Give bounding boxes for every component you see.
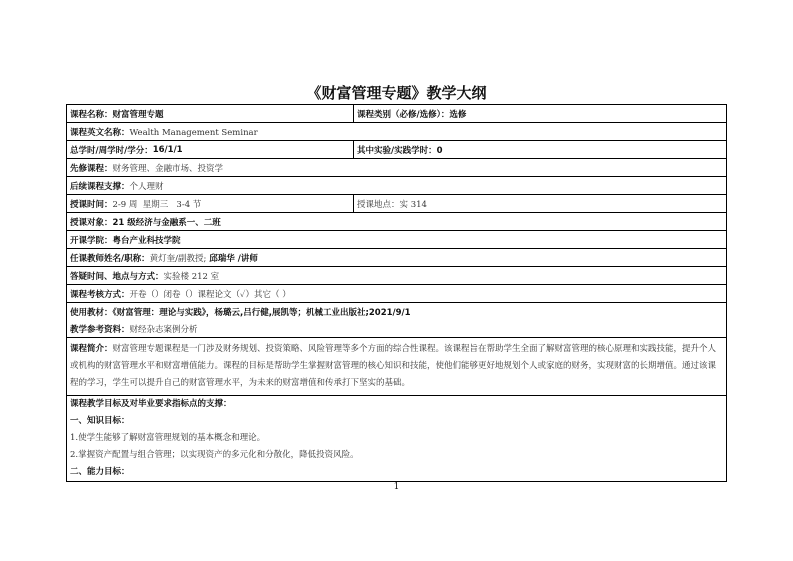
label: 总学时/周学时/学分： — [70, 145, 153, 156]
label: 课程简介： — [70, 344, 113, 354]
course-name: 财富管理专题 — [112, 109, 164, 120]
label: 授课时间： — [70, 199, 113, 210]
teacher-2: 邱瑞华 /讲师 — [206, 253, 258, 264]
syllabus-table — [66, 104, 727, 482]
ability-heading: 二、能力目标： — [70, 467, 130, 477]
exam: 开卷（）闭卷（）课程论文（✓）其它（ ） — [129, 289, 291, 300]
course-intro — [67, 337, 726, 395]
label: 答疑时间、地点与方式： — [70, 271, 164, 282]
label: 后续课程支撑： — [70, 181, 130, 192]
textbook: 《财富管理：理论与实践》，杨璐云,吕行健,展凯等；机械工业出版社;2021/9/1 — [112, 307, 411, 318]
row-qa — [67, 266, 726, 284]
row-prerequisites — [67, 158, 726, 176]
objectives-heading: 课程教学目标及对毕业要求指标点的支撑： — [70, 399, 232, 409]
label: 先修课程： — [70, 163, 113, 174]
label: 教学参考资料： — [70, 324, 130, 335]
teacher-1: 黄灯奎/副教授; — [149, 253, 207, 264]
row-college — [67, 230, 726, 248]
row-exam — [67, 284, 726, 302]
qa: 实验楼 212 室 — [163, 271, 220, 282]
row-target — [67, 212, 726, 230]
reference: 财经杂志案例分析 — [129, 324, 198, 335]
english-name: Wealth Management Seminar — [129, 127, 258, 138]
hours: 16/1/1 — [152, 144, 183, 155]
place: 授课地点：实 314 — [357, 199, 427, 210]
row-english-name — [67, 122, 726, 140]
label: 课程名称： — [70, 109, 113, 120]
objectives — [67, 395, 726, 481]
row-reference — [67, 320, 726, 337]
page-number: 1 — [393, 482, 400, 492]
label: 任课教师姓名/职称： — [70, 253, 150, 264]
row-course-name — [67, 105, 726, 122]
lab-hours: 0 — [436, 145, 443, 156]
followup: 个人理财 — [129, 181, 164, 192]
label: 课程类别（必修/选修）： — [357, 109, 450, 120]
label: 课程英文名称： — [70, 127, 130, 138]
intro-text: 财富管理专题课程是一门涉及财务规划、投资策略、风险管理等多个方面的综合性课程。该课程旨在帮助学生全面了解财富管理的核心原理和实践技能，提升个人或机构的财富管理水平和财富增值能力。课程的目标是帮助学生掌握财富管理的核心知识和技能，使他们能够更好地规划个人或家庭的财务，实现财富的长期增值。通过该课程的学习，学生可以提升自己的财富管理水平，为未来的财富增值和传承打下坚实的基础。 — [70, 344, 717, 388]
label: 课程考核方式： — [70, 289, 130, 300]
prerequisites: 财务管理、金融市场、投资学 — [112, 163, 224, 174]
label: 授课对象： — [70, 217, 113, 228]
label: 开课学院： — [70, 235, 113, 246]
time: 2-9 周 星期三 3-4 节 — [112, 199, 202, 210]
knowledge-item: 1.使学生能够了解财富管理规划的基本概念和理论。 — [70, 433, 266, 443]
knowledge-heading: 一、知识目标： — [70, 416, 130, 426]
row-followup — [67, 176, 726, 194]
target: 21 级经济与金融系一、二班 — [112, 217, 221, 228]
college: 粤台产业科技学院 — [112, 235, 181, 246]
label: 其中实验/实践学时： — [357, 145, 437, 156]
knowledge-item: 2.掌握资产配置与组合管理；以实现资产的多元化和分散化，降低投资风险。 — [70, 450, 359, 460]
row-hours — [67, 140, 726, 158]
document-title: 《财富管理专题》教学大纲 — [306, 84, 487, 102]
row-textbook — [67, 302, 726, 320]
row-time — [67, 194, 726, 212]
course-type: 选修 — [449, 109, 467, 120]
label: 使用教材： — [70, 307, 113, 318]
row-teacher — [67, 248, 726, 266]
